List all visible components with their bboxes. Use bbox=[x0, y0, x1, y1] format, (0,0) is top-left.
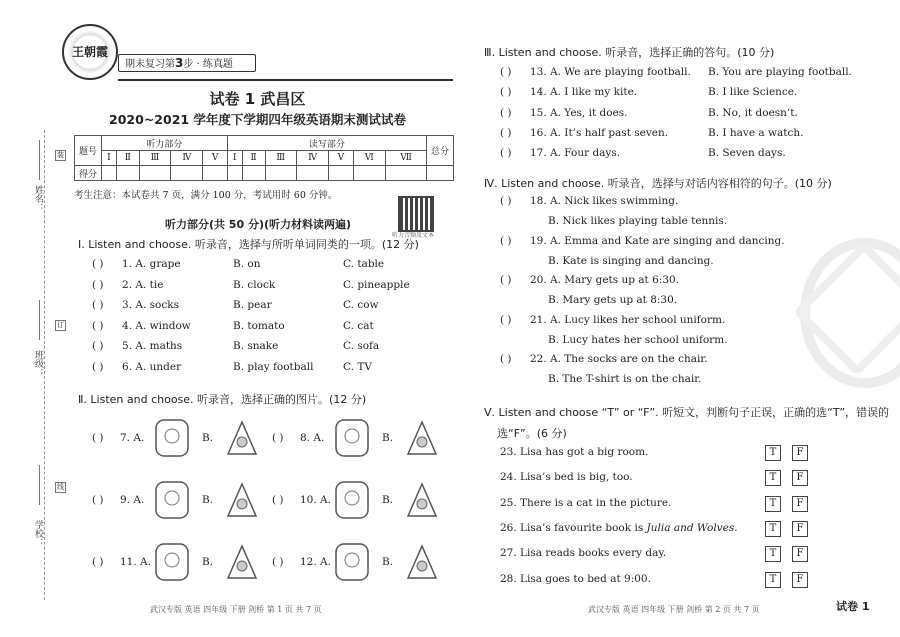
score-cell[interactable] bbox=[116, 166, 139, 181]
score-cell[interactable] bbox=[265, 166, 296, 181]
listening-col: Ⅰ bbox=[102, 151, 117, 166]
answer-paren[interactable]: ( ) bbox=[500, 353, 512, 365]
writing-header: 读写部分 bbox=[227, 136, 426, 151]
answer-paren[interactable]: ( ) bbox=[500, 274, 512, 286]
option-b: B. Kate is singing and dancing. bbox=[548, 254, 714, 267]
listening-col: Ⅳ bbox=[171, 151, 203, 166]
writing-col: Ⅶ bbox=[386, 151, 427, 166]
picture-option-b-label: B. bbox=[382, 556, 394, 568]
writing-col: Ⅰ bbox=[227, 151, 242, 166]
statement: 27. Lisa reads books every day. bbox=[500, 547, 667, 560]
true-box[interactable]: T bbox=[765, 572, 781, 588]
option-a: 4. A. window bbox=[122, 319, 191, 332]
section-4-title: Ⅳ. Listen and choose. 听录音，选择与对话内容相符的句子。(10 分) bbox=[484, 177, 832, 190]
paper-subtitle: 2020~2021 学年度下学期四年级英语期末测试试卷 bbox=[109, 112, 406, 127]
answer-paren[interactable]: ( ) bbox=[500, 313, 512, 326]
option-a: 18. A. Nick likes swimming. bbox=[530, 195, 679, 207]
review-step-badge bbox=[118, 54, 256, 72]
answer-paren[interactable]: ( ) bbox=[500, 106, 512, 119]
page-tag: 试卷 1 bbox=[836, 600, 870, 613]
score-cell[interactable] bbox=[171, 166, 203, 181]
option-b: B. I like Science. bbox=[708, 86, 798, 99]
picture-option-a-label: 10. A. bbox=[300, 494, 331, 506]
answer-paren[interactable]: ( ) bbox=[92, 258, 104, 270]
binding-school-label: 学校： bbox=[33, 520, 43, 547]
option-b: B. No, it doesn’t. bbox=[708, 106, 798, 119]
statement: 23. Lisa has got a big room. bbox=[500, 446, 649, 458]
picture-option-a-label: 9. A. bbox=[120, 494, 145, 506]
binding-box-1: 装 bbox=[57, 151, 64, 159]
picture-option-b-label: B. bbox=[382, 432, 394, 444]
score-cell[interactable] bbox=[329, 166, 353, 181]
option-a: 3. A. socks bbox=[122, 299, 179, 311]
false-box[interactable]: F bbox=[792, 470, 808, 486]
listening-col: Ⅴ bbox=[203, 151, 227, 166]
answer-paren[interactable]: ( ) bbox=[500, 147, 512, 160]
listening-col: Ⅱ bbox=[116, 151, 139, 166]
binding-box-2: 订 bbox=[57, 321, 64, 329]
section-3-title: Ⅲ. Listen and choose. 听录音，选择正确的答句。(10 分) bbox=[484, 46, 775, 59]
answer-paren[interactable]: ( ) bbox=[92, 278, 104, 291]
answer-paren[interactable]: ( ) bbox=[500, 234, 512, 247]
writing-col: Ⅱ bbox=[242, 151, 265, 166]
option-a: 21. A. Lucy likes her school uniform. bbox=[530, 313, 726, 326]
lamp-picture[interactable] bbox=[220, 416, 264, 460]
statement-book-title: Julia and Wolves bbox=[646, 521, 735, 534]
option-b: B. Nick likes playing table tennis. bbox=[548, 215, 728, 227]
answer-paren[interactable]: ( ) bbox=[272, 556, 284, 568]
picture-option-b-label: B. bbox=[202, 556, 214, 568]
option-b: B. Lucy hates her school uniform. bbox=[548, 333, 728, 346]
true-box[interactable]: T bbox=[765, 470, 781, 486]
cyclist-picture[interactable] bbox=[330, 478, 374, 522]
footer-left: 武汉专版 英语 四年级 下册 剑桥 第 1 页 共 7 页 bbox=[150, 605, 322, 614]
section-1-title: Ⅰ. Listen and choose. 听录音，选择与所听单词同类的一项。(12 分) bbox=[78, 238, 419, 251]
answer-paren[interactable]: ( ) bbox=[92, 556, 104, 568]
false-box[interactable]: F bbox=[792, 496, 808, 512]
answer-paren[interactable]: ( ) bbox=[500, 126, 512, 139]
badge-prefix: 期末复习第 bbox=[125, 59, 175, 70]
option-a: 19. A. Emma and Kate are singing and dancing. bbox=[530, 234, 785, 247]
option-a: 17. A. Four days. bbox=[530, 147, 621, 160]
option-a: 6. A. under bbox=[122, 360, 182, 373]
answer-paren[interactable]: ( ) bbox=[272, 494, 284, 506]
badge-step: 3 bbox=[175, 56, 184, 70]
option-b: B. You are playing football. bbox=[708, 66, 852, 78]
wolf-picture[interactable] bbox=[150, 478, 194, 522]
option-a: 14. A. I like my kite. bbox=[530, 86, 638, 99]
option-a: 5. A. maths bbox=[122, 340, 183, 352]
option-a: 20. A. Mary gets up at 6:30. bbox=[530, 274, 680, 286]
false-box[interactable]: F bbox=[792, 445, 808, 461]
option-b: B. pear bbox=[233, 299, 272, 311]
vegetables-picture[interactable] bbox=[330, 416, 374, 460]
score-row-label: 得分 bbox=[75, 166, 102, 181]
answer-paren[interactable]: ( ) bbox=[92, 340, 104, 352]
statement: 25. There is a cat in the picture. bbox=[500, 496, 672, 509]
section-5-title-line2: 选“F”。(6 分) bbox=[497, 427, 567, 440]
statement: 28. Lisa goes to bed at 9:00. bbox=[500, 572, 651, 585]
option-b: B. on bbox=[233, 258, 261, 270]
option-c: C. TV bbox=[343, 360, 372, 373]
option-c: C. cat bbox=[343, 319, 374, 332]
false-box[interactable]: F bbox=[792, 572, 808, 588]
binding-school-field[interactable] bbox=[39, 465, 40, 505]
answer-paren[interactable]: ( ) bbox=[92, 432, 104, 444]
binding-class-field[interactable] bbox=[39, 300, 40, 340]
writing-col: Ⅳ bbox=[296, 151, 328, 166]
writing-col: Ⅲ bbox=[265, 151, 296, 166]
listening-part-title: 听力部分(共 50 分)(听力材料读两遍) bbox=[164, 218, 352, 231]
answer-paren[interactable]: ( ) bbox=[92, 299, 104, 311]
answer-paren[interactable]: ( ) bbox=[272, 432, 284, 444]
qr-caption: 听力音频及文本 bbox=[392, 232, 435, 239]
picture-option-a-label: 12. A. bbox=[300, 556, 331, 568]
section-2-title: Ⅱ. Listen and choose. 听录音，选择正确的图片。(12 分) bbox=[78, 393, 367, 406]
answer-paren[interactable]: ( ) bbox=[500, 195, 512, 207]
answer-paren[interactable]: ( ) bbox=[500, 66, 512, 78]
listening-header: 听力部分 bbox=[102, 136, 228, 151]
option-c: C. sofa bbox=[343, 340, 380, 352]
picture-option-a-label: 8. A. bbox=[300, 432, 325, 444]
option-a: 1. A. grape bbox=[122, 258, 181, 270]
option-b: B. Seven days. bbox=[708, 147, 786, 160]
score-cell[interactable] bbox=[353, 166, 386, 181]
true-box[interactable]: T bbox=[765, 445, 781, 461]
cow-picture[interactable] bbox=[220, 478, 264, 522]
option-b: B. snake bbox=[233, 340, 279, 352]
total-header: 总分 bbox=[427, 136, 454, 166]
score-cell[interactable] bbox=[203, 166, 227, 181]
score-cell[interactable] bbox=[139, 166, 170, 181]
option-b: B. tomato bbox=[233, 319, 285, 332]
listening-col: Ⅲ bbox=[139, 151, 170, 166]
shorts-picture[interactable] bbox=[150, 540, 194, 584]
horse-rider-picture[interactable] bbox=[400, 478, 444, 522]
statement-text: 26. Lisa’s favourite book is bbox=[500, 521, 647, 534]
kite-boy-picture[interactable] bbox=[330, 540, 374, 584]
option-b: B. clock bbox=[233, 278, 276, 291]
score-cell[interactable] bbox=[386, 166, 427, 181]
picture-option-b-label: B. bbox=[202, 432, 214, 444]
option-b: B. I have a watch. bbox=[708, 126, 804, 139]
writing-col: Ⅵ bbox=[353, 151, 386, 166]
score-table bbox=[74, 135, 454, 181]
picture-option-a-label: 7. A. bbox=[120, 432, 145, 444]
statement: 24. Lisa’s bed is big, too. bbox=[500, 471, 633, 484]
statement bbox=[500, 522, 738, 534]
exam-note: 考生注意：本试卷共 7 页，满分 100 分，考试用时 60 分钟。 bbox=[74, 190, 338, 201]
option-b: B. play football bbox=[233, 360, 314, 373]
option-a: 13. A. We are playing football. bbox=[530, 66, 691, 78]
option-a: 22. A. The socks are on the chair. bbox=[530, 353, 708, 365]
sneakers-picture[interactable] bbox=[220, 540, 264, 584]
answer-paren[interactable]: ( ) bbox=[500, 86, 512, 99]
writing-col: Ⅴ bbox=[329, 151, 353, 166]
answer-paren[interactable]: ( ) bbox=[92, 360, 104, 373]
false-box[interactable]: F bbox=[792, 521, 808, 537]
statement-text: . bbox=[734, 521, 738, 534]
picture-option-b-label: B. bbox=[382, 494, 394, 506]
binding-class-label: 班级： bbox=[33, 350, 43, 377]
header-rule bbox=[118, 79, 453, 81]
publisher-logo bbox=[62, 24, 118, 80]
reading-cat-picture[interactable] bbox=[400, 540, 444, 584]
score-cell[interactable] bbox=[242, 166, 265, 181]
badge-suffix: 步 · 练真题 bbox=[183, 59, 233, 70]
option-a: 16. A. It’s half past seven. bbox=[530, 126, 669, 139]
false-box[interactable]: F bbox=[792, 546, 808, 562]
option-a: 2. A. tie bbox=[122, 278, 164, 291]
option-b: B. The T-shirt is on the chair. bbox=[548, 373, 702, 385]
option-a: 15. A. Yes, it does. bbox=[530, 106, 628, 119]
picture-option-b-label: B. bbox=[202, 494, 214, 506]
true-box[interactable]: T bbox=[765, 546, 781, 562]
binding-name-field[interactable] bbox=[39, 140, 40, 180]
score-table-row-label: 题号 bbox=[75, 136, 102, 166]
paper-title: 试卷 1 武昌区 bbox=[209, 90, 306, 108]
true-box[interactable]: T bbox=[765, 521, 781, 537]
score-total-cell[interactable] bbox=[427, 166, 454, 181]
logo-text: 王朝霞 bbox=[71, 45, 108, 59]
true-box[interactable]: T bbox=[765, 496, 781, 512]
score-cell[interactable] bbox=[296, 166, 328, 181]
option-c: C. cow bbox=[343, 299, 379, 311]
footer-right: 武汉专版 英语 四年级 下册 剑桥 第 2 页 共 7 页 bbox=[588, 605, 760, 614]
answer-paren[interactable]: ( ) bbox=[92, 319, 104, 332]
score-cell[interactable] bbox=[102, 166, 117, 181]
answer-paren[interactable]: ( ) bbox=[92, 494, 104, 506]
binding-box-3: 线 bbox=[57, 483, 64, 491]
section-5-title-line1: Ⅴ. Listen and choose “T” or “F”. 听短文，判断句子正误，正确的选“T”，错误的 bbox=[484, 406, 890, 419]
option-c: C. table bbox=[343, 258, 385, 270]
toys-picture[interactable] bbox=[400, 416, 444, 460]
option-b: B. Mary gets up at 8:30. bbox=[548, 294, 678, 306]
score-cell[interactable] bbox=[227, 166, 242, 181]
picture-option-a-label: 11. A. bbox=[120, 556, 151, 568]
option-c: C. pineapple bbox=[343, 278, 410, 291]
binding-name-label: 姓名： bbox=[33, 185, 43, 212]
mirror-picture[interactable] bbox=[150, 416, 194, 460]
